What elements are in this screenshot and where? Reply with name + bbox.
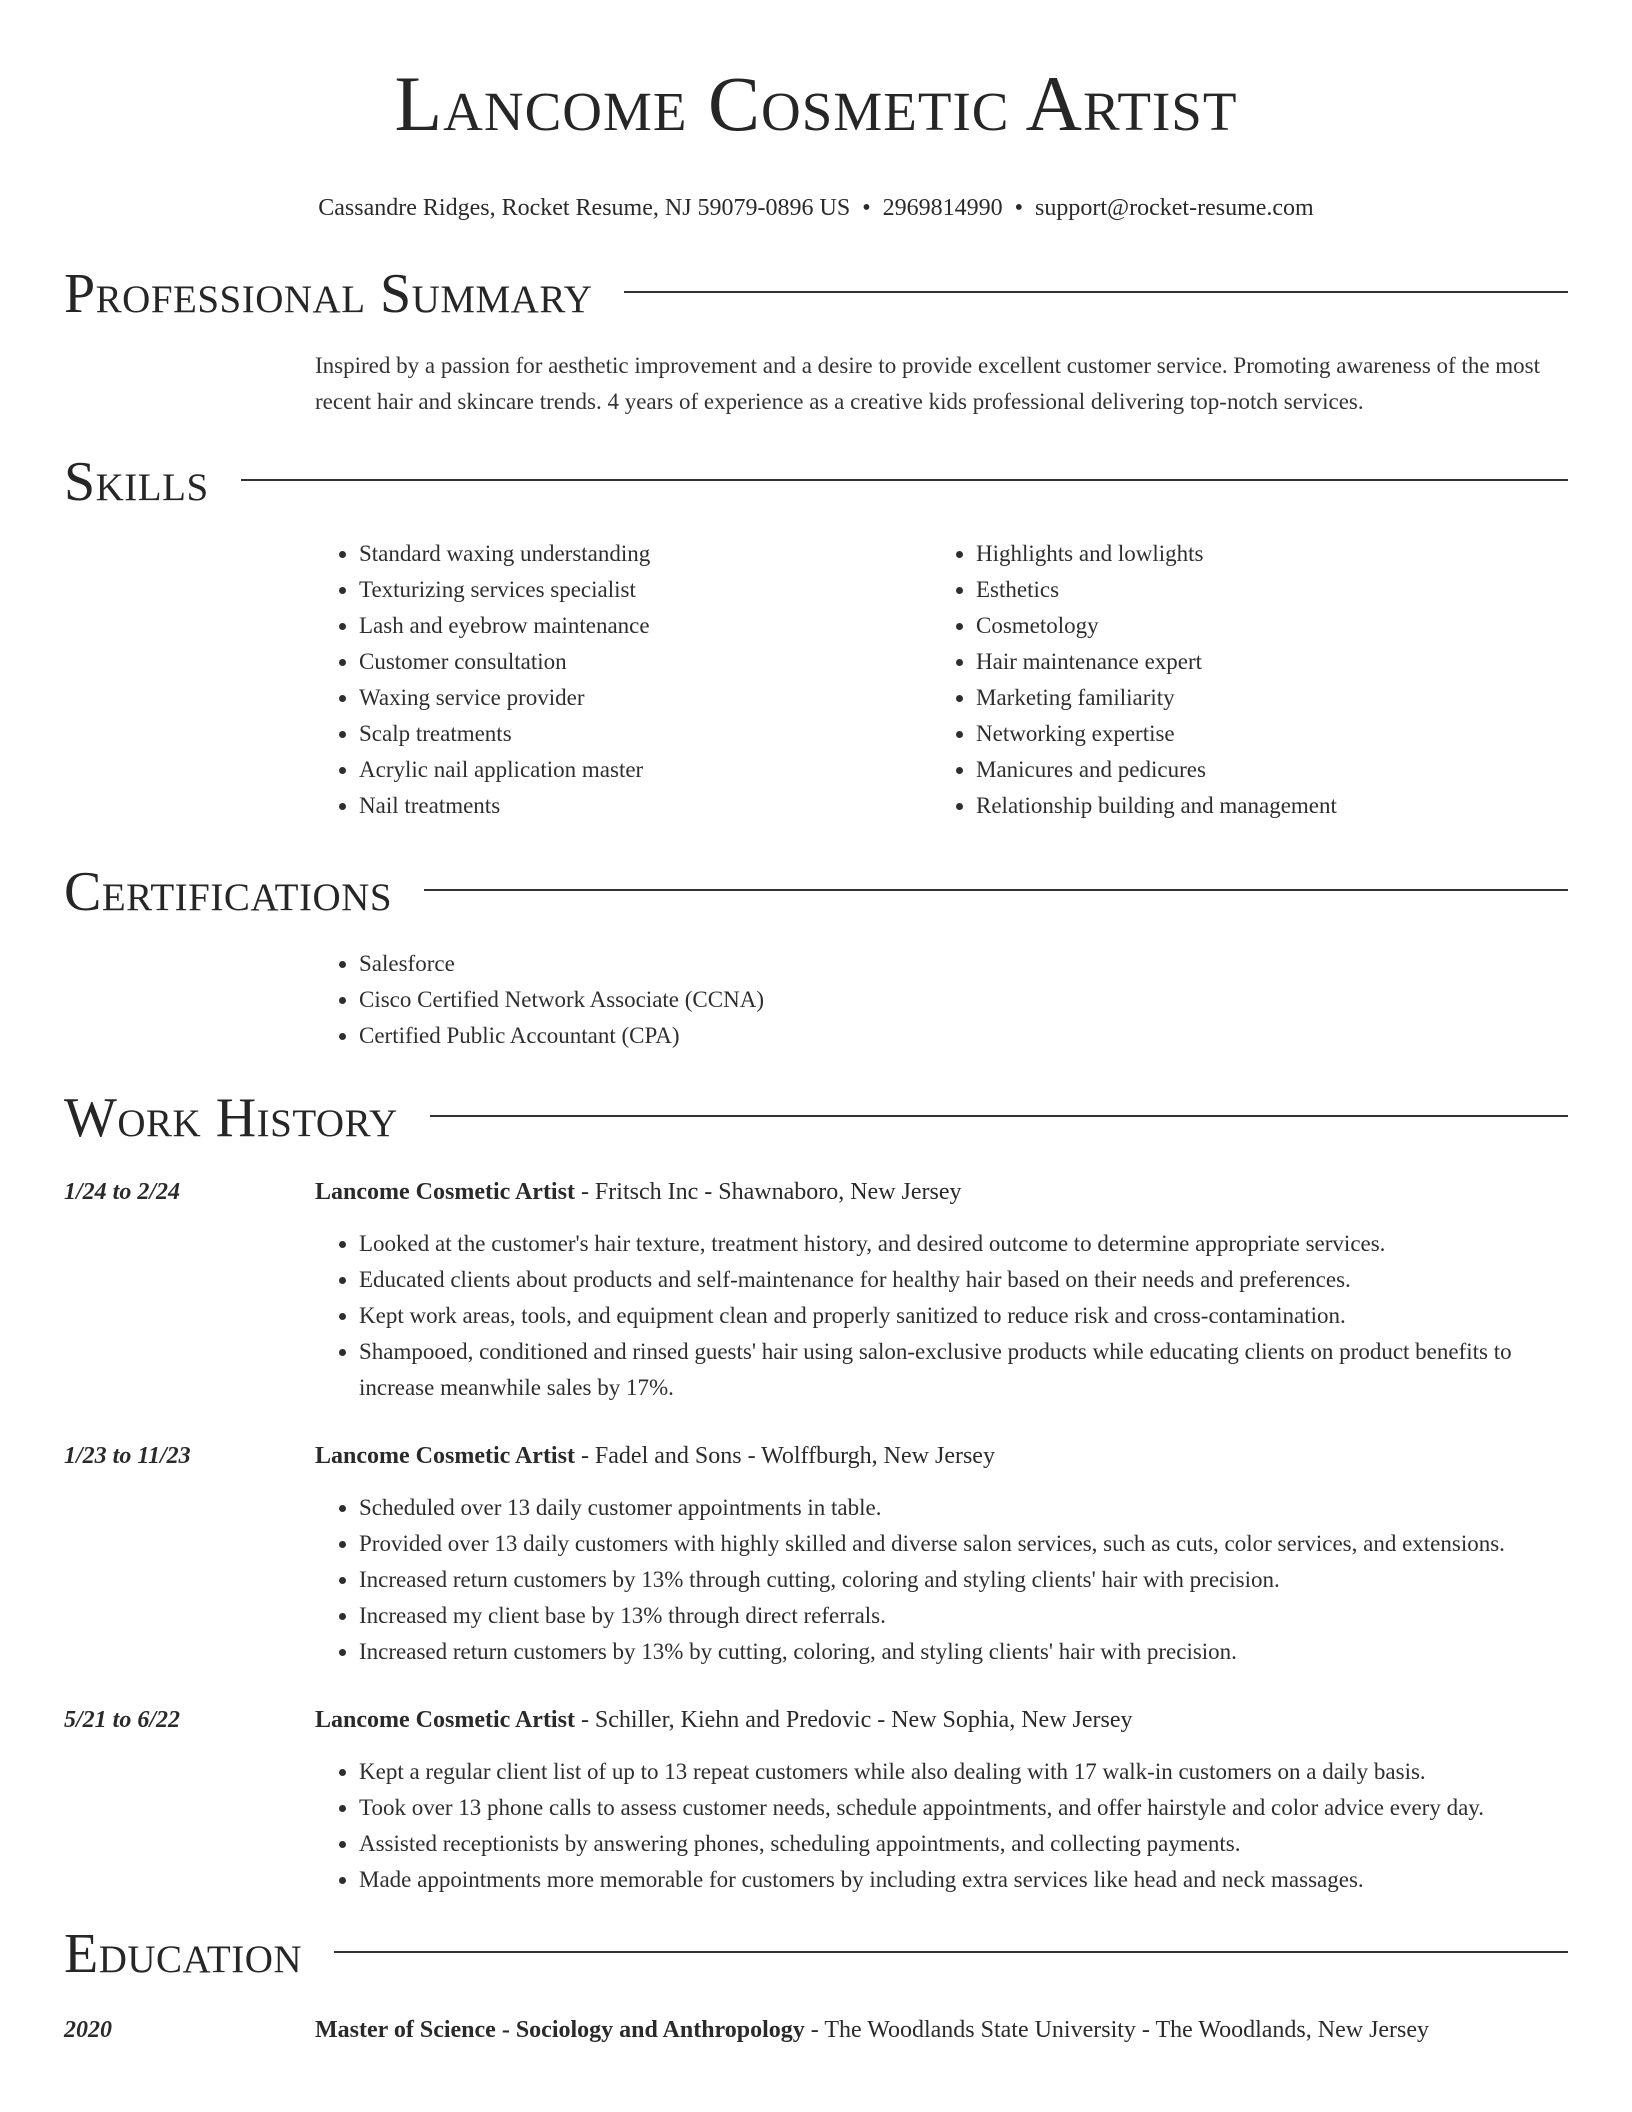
job-bullet: • Looked at the customer's hair texture, treatment history, and desired outcome to determine appropriate services. <box>359 1226 1568 1262</box>
skill-item: • Manicures and pedicures <box>976 752 1549 788</box>
job-bullet: • Scheduled over 13 daily customer appointments in table. <box>359 1490 1568 1526</box>
education-section-header <box>64 1918 1568 1990</box>
job-header <box>315 1438 1568 1474</box>
job-bullet: • Increased return customers by 13% through cutting, coloring and styling clients' hair with precision. <box>359 1562 1568 1598</box>
skills-column-right <box>932 536 1549 824</box>
job-dates: 1/23 to 11/23 <box>64 1443 191 1469</box>
resume-page <box>64 0 1568 2048</box>
work-heading: Work History <box>64 1087 398 1149</box>
skill-item: • Scalp treatments <box>359 716 932 752</box>
education-heading: Education <box>64 1923 303 1985</box>
skill-item: • Texturizing services specialist <box>359 572 932 608</box>
contact-email: support@rocket-resume.com <box>1035 195 1314 221</box>
certification-item: • Salesforce <box>359 946 1568 982</box>
skill-item: • Relationship building and management <box>976 788 1549 824</box>
section-divider <box>241 479 1568 481</box>
skills-column-left <box>315 536 932 824</box>
job-body <box>315 1702 1568 1898</box>
skill-item: • Standard waxing understanding <box>359 536 932 572</box>
education-year: 2020 <box>64 2017 112 2043</box>
job-bullet: • Provided over 13 daily customers with highly skilled and diverse salon services, such as cuts, color services, and extensions. <box>359 1526 1568 1562</box>
job-entry <box>64 1702 1568 1898</box>
contact-address: Cassandre Ridges, Rocket Resume, NJ 59079-0896 US <box>318 195 851 221</box>
skills-heading: Skills <box>64 451 209 513</box>
education-header <box>315 2012 1429 2048</box>
skill-item: • Waxing service provider <box>359 680 932 716</box>
job-entry <box>64 1174 1568 1406</box>
section-divider <box>624 291 1568 293</box>
job-bullet: • Shampooed, conditioned and rinsed guests' hair using salon-exclusive products while educating clients on product benefits to increase meanwhile sales by 17%. <box>359 1334 1568 1406</box>
certification-item: • Certified Public Accountant (CPA) <box>359 1018 1568 1054</box>
skill-item: • Nail treatments <box>359 788 932 824</box>
certifications-heading: Certifications <box>64 861 393 923</box>
job-bullet: • Made appointments more memorable for customers by including extra services like head and neck massages. <box>359 1862 1568 1898</box>
section-divider <box>430 1115 1568 1117</box>
job-title: Lancome Cosmetic Artist <box>315 1179 575 1205</box>
job-details: - Fadel and Sons - Wolffburgh, New Jersey <box>574 1443 995 1469</box>
job-details: - Schiller, Kiehn and Predovic - New Sophia, New Jersey <box>574 1707 1133 1733</box>
job-bullet: • Increased my client base by 13% through direct referrals. <box>359 1598 1568 1634</box>
summary-heading: Professional Summary <box>64 263 593 325</box>
job-bullet: • Took over 13 phone calls to assess customer needs, schedule appointments, and offer hairstyle and color advice every day. <box>359 1790 1568 1826</box>
education-entry <box>64 2012 1568 2048</box>
education-degree: Master of Science - Sociology and Anthropology <box>315 2017 805 2043</box>
contact-line <box>64 192 1568 224</box>
job-bullet: • Kept a regular client list of up to 13 repeat customers while also dealing with 17 walk-in customers on a daily basis. <box>359 1754 1568 1790</box>
skills-section-header <box>64 446 1568 518</box>
skills-list <box>315 536 1568 824</box>
summary-section-header <box>64 258 1568 330</box>
job-dates: 1/24 to 2/24 <box>64 1179 181 1205</box>
section-divider <box>424 889 1568 891</box>
skill-item: • Marketing familiarity <box>976 680 1549 716</box>
certifications-list <box>315 946 1568 1054</box>
skill-item: • Highlights and lowlights <box>976 536 1549 572</box>
contact-phone: 2969814990 <box>882 195 1003 221</box>
job-body <box>315 1438 1568 1670</box>
resume-title: Lancome Cosmetic Artist <box>394 60 1238 147</box>
skill-item: • Acrylic nail application master <box>359 752 932 788</box>
certification-item: • Cisco Certified Network Associate (CCNA) <box>359 982 1568 1018</box>
job-bullet: • Assisted receptionists by answering phones, scheduling appointments, and collecting payments. <box>359 1826 1568 1862</box>
skill-item: • Hair maintenance expert <box>976 644 1549 680</box>
skill-item: • Cosmetology <box>976 608 1549 644</box>
job-header <box>315 1174 1568 1210</box>
summary-text: Inspired by a passion for aesthetic improvement and a desire to provide excellent customer service. Promoting awareness of the most recent hair and skincare trends. 4 years of experience as a creative kids professional delivering top-notch services. <box>315 353 1541 414</box>
contact-separator: • <box>862 195 871 221</box>
contact-separator: • <box>1014 195 1024 221</box>
section-divider <box>334 1951 1568 1953</box>
job-header <box>315 1702 1568 1738</box>
job-dates: 5/21 to 6/22 <box>64 1707 181 1733</box>
education-details: - The Woodlands State University - The Woodlands, New Jersey <box>804 2017 1430 2043</box>
job-title: Lancome Cosmetic Artist <box>315 1443 575 1469</box>
skill-item: • Esthetics <box>976 572 1549 608</box>
job-title: Lancome Cosmetic Artist <box>315 1707 575 1733</box>
job-details: - Fritsch Inc - Shawnaboro, New Jersey <box>574 1179 962 1205</box>
skill-item: • Customer consultation <box>359 644 932 680</box>
certifications-section-header <box>64 856 1568 928</box>
job-body <box>315 1174 1568 1406</box>
job-entry <box>64 1438 1568 1670</box>
work-section-header <box>64 1082 1568 1154</box>
job-bullet: • Educated clients about products and self-maintenance for healthy hair based on their needs and preferences. <box>359 1262 1568 1298</box>
skill-item: • Networking expertise <box>976 716 1549 752</box>
job-bullet: • Increased return customers by 13% by cutting, coloring, and styling clients' hair with precision. <box>359 1634 1568 1670</box>
skill-item: • Lash and eyebrow maintenance <box>359 608 932 644</box>
job-bullet: • Kept work areas, tools, and equipment clean and properly sanitized to reduce risk and cross-contamination. <box>359 1298 1568 1334</box>
